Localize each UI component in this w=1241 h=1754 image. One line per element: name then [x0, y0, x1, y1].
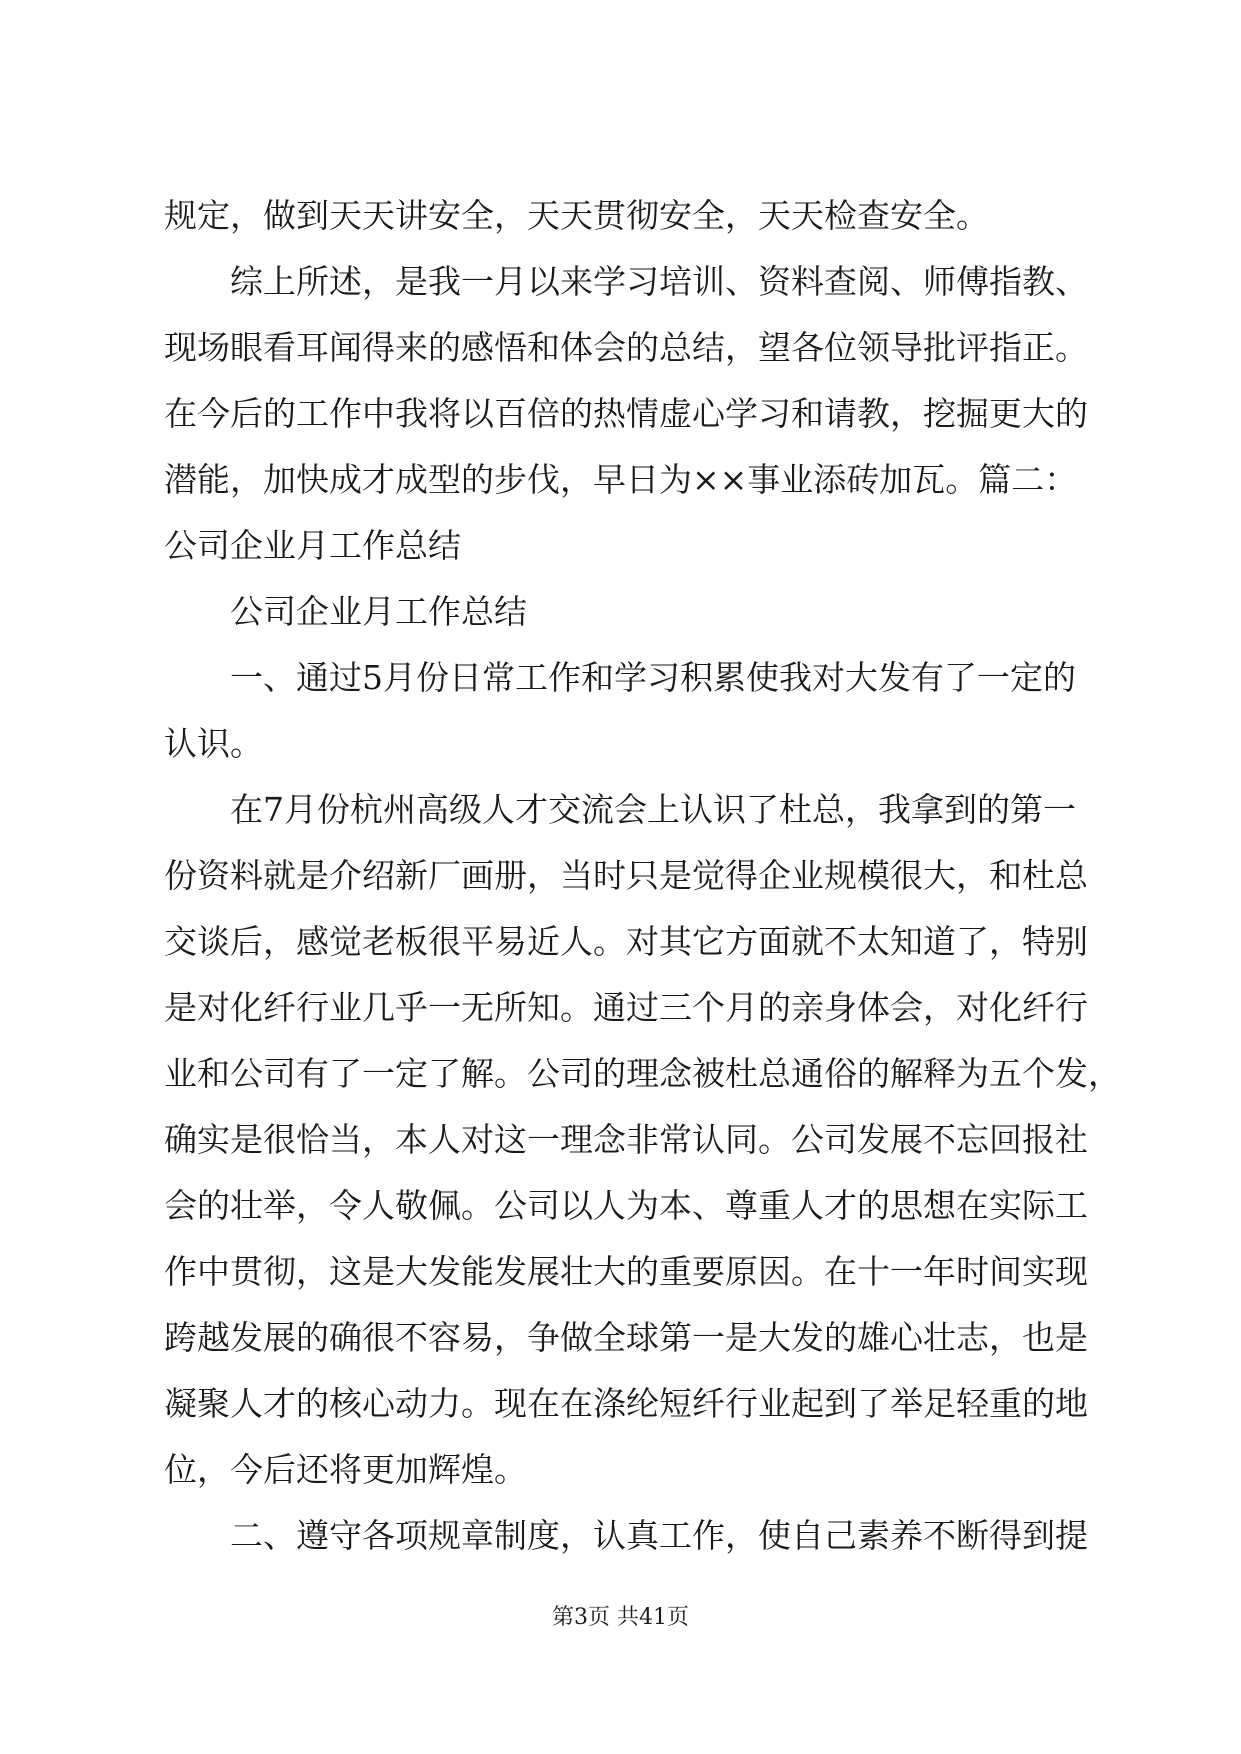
- text-line: 交谈后，感觉老板很平易近人。对其它方面就不太知道了，特别: [164, 922, 1088, 961]
- text-line: 综上所述，是我一月以来学习培训、资料查阅、师傅指教、: [230, 262, 1088, 301]
- text-line: 份资料就是介绍新厂画册，当时只是觉得企业规模很大，和杜总: [164, 856, 1088, 895]
- text-line: 作中贯彻，这是大发能发展壮大的重要原因。在十一年时间实现: [164, 1252, 1088, 1291]
- text-line: 公司企业月工作总结: [230, 592, 527, 631]
- text-line: 现场眼看耳闻得来的感悟和体会的总结，望各位领导批评指正。: [164, 328, 1088, 367]
- text-line: 公司企业月工作总结: [164, 526, 461, 565]
- text-line: 认识。: [164, 724, 263, 763]
- text-line: 二、遵守各项规章制度，认真工作，使自己素养不断得到提: [230, 1516, 1088, 1555]
- text-line: 确实是很恰当，本人对这一理念非常认同。公司发展不忘回报社: [164, 1120, 1088, 1159]
- page-number-footer: 第3页 共41页: [552, 1605, 689, 1630]
- text-line: 跨越发展的确很不容易，争做全球第一是大发的雄心壮志，也是: [164, 1318, 1088, 1357]
- text-line: 是对化纤行业几乎一无所知。通过三个月的亲身体会，对化纤行: [164, 988, 1088, 1027]
- text-line: 在今后的工作中我将以百倍的热情虚心学习和请教，挖掘更大的: [164, 394, 1088, 433]
- text-line: 潜能，加快成才成型的步伐，早日为××事业添砖加瓦。篇二：: [164, 460, 1078, 499]
- text-line: 位，今后还将更加辉煌。: [164, 1450, 527, 1489]
- text-line: 一、通过5月份日常工作和学习积累使我对大发有了一定的: [230, 658, 1076, 697]
- text-line: 在7月份杭州高级人才交流会上认识了杜总，我拿到的第一: [230, 790, 1076, 829]
- text-line: 凝聚人才的核心动力。现在在涤纶短纤行业起到了举足轻重的地: [164, 1384, 1088, 1423]
- text-line: 会的壮举，令人敬佩。公司以人为本、尊重人才的思想在实际工: [164, 1186, 1088, 1225]
- text-line: 业和公司有了一定了解。公司的理念被杜总通俗的解释为五个发，: [164, 1054, 1121, 1093]
- text-line: 规定，做到天天讲安全，天天贯彻安全，天天检查安全。: [164, 196, 989, 235]
